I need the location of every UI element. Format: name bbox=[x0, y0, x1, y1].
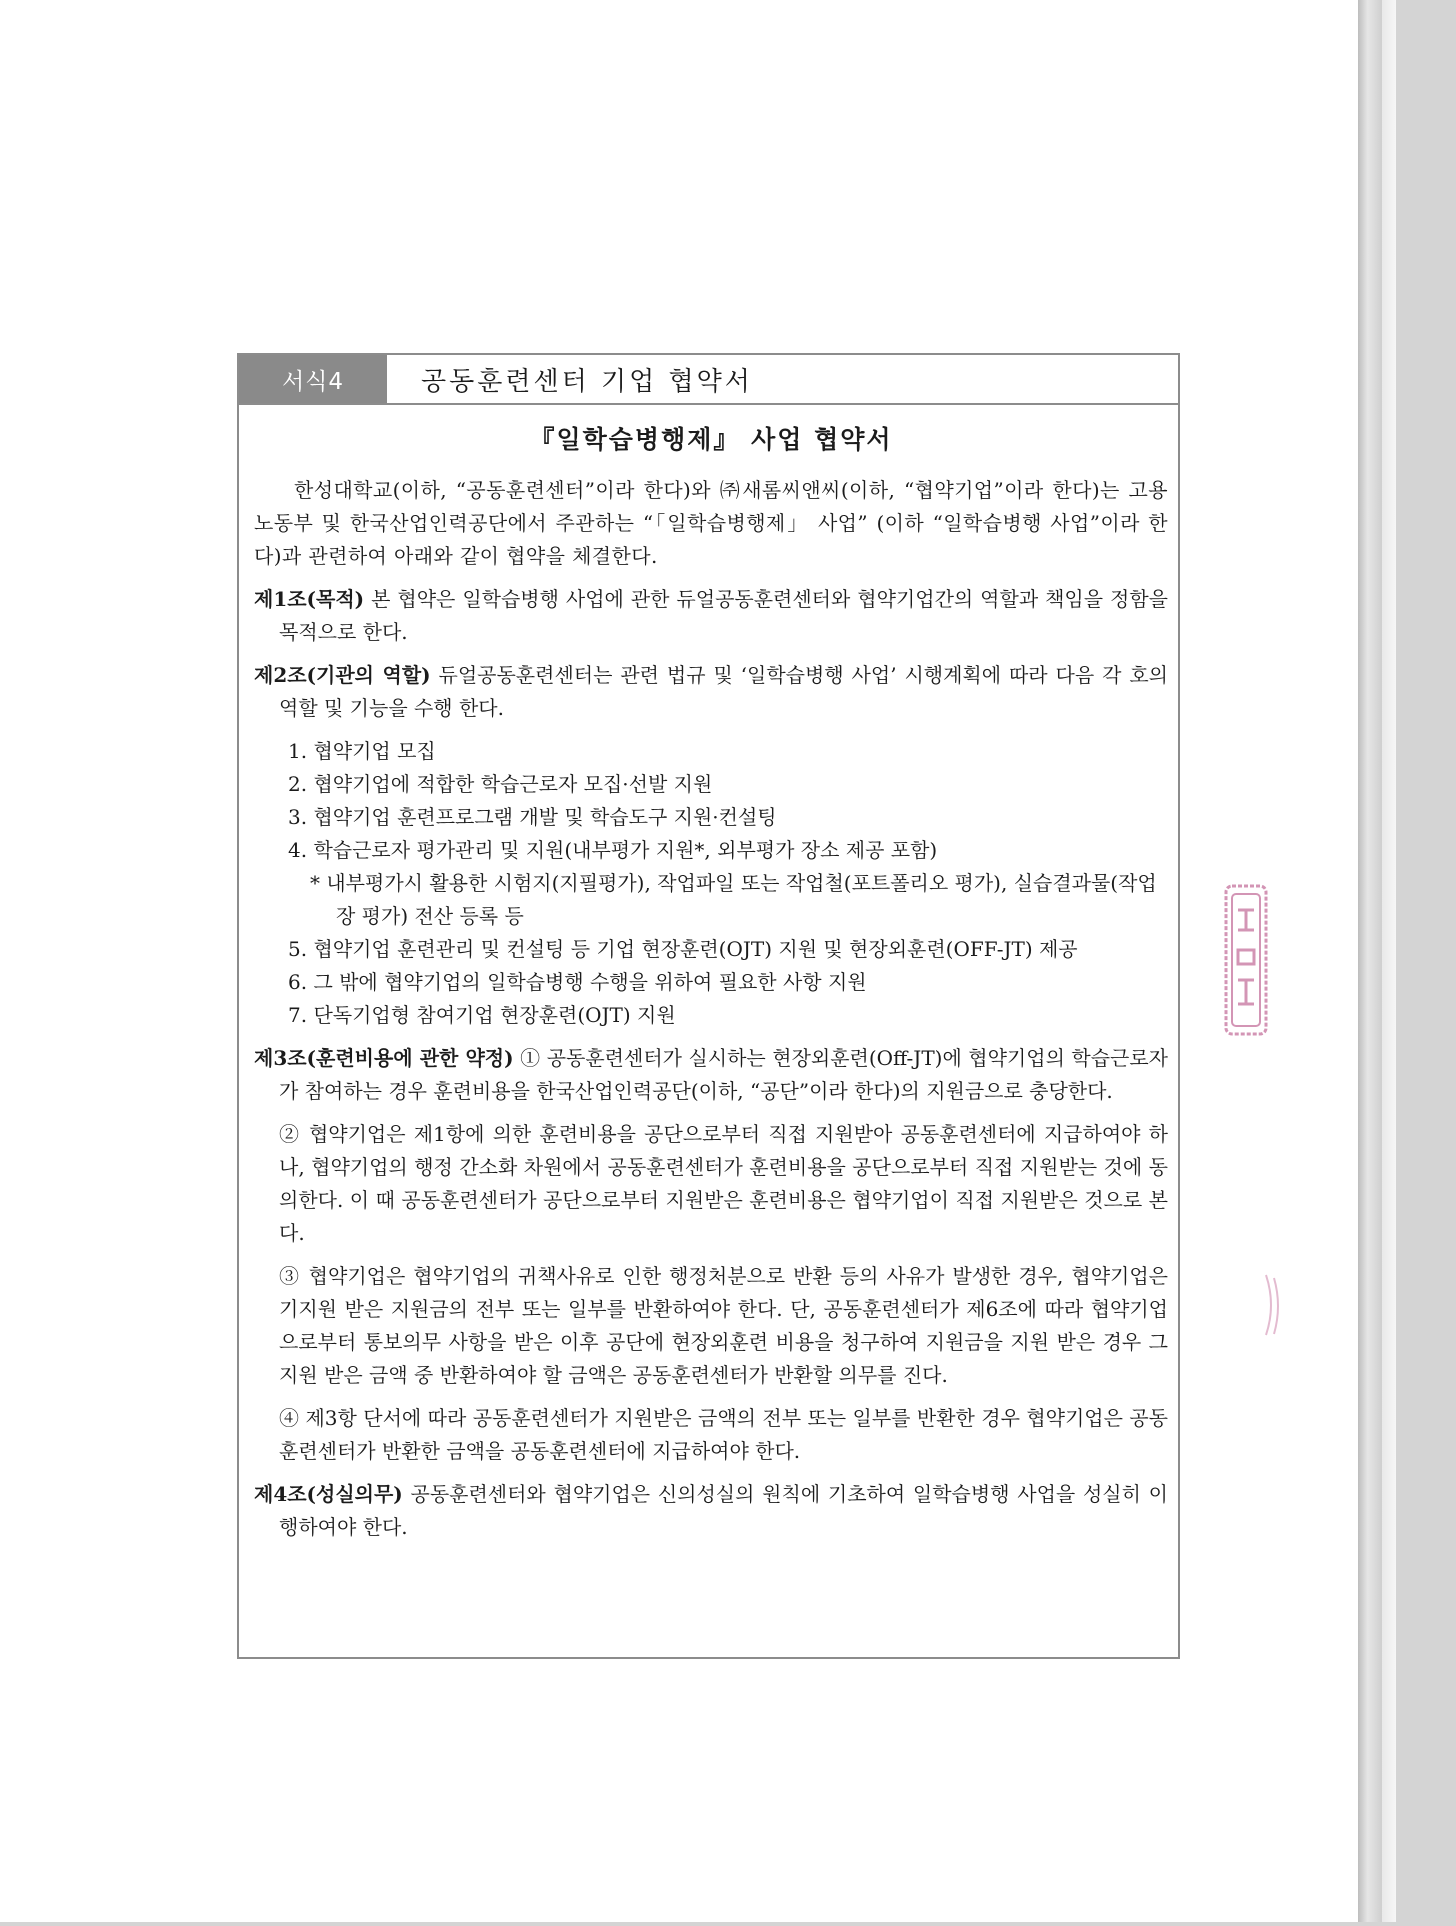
page-edge-margin bbox=[1382, 0, 1396, 1922]
article-1-heading: 제1조(목적) bbox=[254, 587, 365, 611]
list-item: 3. 협약기업 훈련프로그램 개발 및 학습도구 지원·컨설팅 bbox=[288, 805, 777, 829]
article-4-heading: 제4조(성실의무) bbox=[254, 1482, 403, 1506]
footnote-item: * 내부평가시 활용한 시험지(지필평가), 작업파일 또는 작업철(포트폴리오 평가), 실습결과물(작업장 평가) 전산 등록 등 bbox=[310, 871, 1157, 928]
article-2-items bbox=[254, 735, 1168, 1032]
list-item: 5. 협약기업 훈련관리 및 컨설팅 등 기업 현장훈련(OJT) 지원 및 현장외훈련(OFF-JT) 제공 bbox=[288, 937, 1078, 961]
page-edge-shadow bbox=[1358, 0, 1383, 1922]
article-3-heading: 제3조(훈련비용에 관한 약정) bbox=[254, 1046, 514, 1070]
article-2-heading: 제2조(기관의 역할) bbox=[254, 663, 431, 687]
article-2 bbox=[254, 659, 1168, 725]
seal-stamp-icon bbox=[1218, 880, 1272, 1040]
list-item: 6. 그 밖에 협약기업의 일학습병행 수행을 위하여 필요한 사항 지원 bbox=[288, 970, 867, 994]
form-content bbox=[239, 423, 1178, 1544]
form-number-label: 서식4 bbox=[239, 355, 387, 403]
article-1 bbox=[254, 583, 1168, 649]
list-item: 7. 단독기업형 참여기업 현장훈련(OJT) 지원 bbox=[288, 1003, 676, 1027]
form-title: 공동훈련센터 기업 협약서 bbox=[421, 366, 753, 397]
list-item: 2. 협약기업에 적합한 학습근로자 모집·선발 지원 bbox=[288, 772, 713, 796]
article-4-text: 공동훈련센터와 협약기업은 신의성실의 원칙에 기초하여 일학습병행 사업을 성실히 이행하여야 한다. bbox=[279, 1482, 1168, 1539]
document-title: 『일학습병행제』 사업 협약서 bbox=[529, 425, 893, 454]
article-3-paragraph-3: ③ 협약기업은 협약기업의 귀책사유로 인한 행정처분으로 반환 등의 사유가 발생한 경우, 협약기업은 기지원 받은 지원금의 전부 또는 일부를 반환하여야 한다. 단, 공동훈련센터가 제6조에 따라 협약기업으로부터 통보의무 사항을 받은 이후 공단에 현장외훈련 비용을 청구하여 지원금을 지원 받은 경우 그 지원 받은 금액 중 반환하여야 할 금액은 공동훈련센터가 반환할 의무를 진다. bbox=[279, 1264, 1168, 1387]
article-1-text: 본 협약은 일학습병행 사업에 관한 듀얼공동훈련센터와 협약기업간의 역할과 책임을 정함을 목적으로 한다. bbox=[279, 587, 1168, 644]
list-item: 1. 협약기업 모집 bbox=[288, 739, 436, 763]
list-item: 4. 학습근로자 평가관리 및 지원(내부평가 지원*, 외부평가 장소 제공 포함) bbox=[288, 838, 938, 862]
intro-paragraph: 한성대학교(이하, “공동훈련센터”이라 한다)와 ㈜새롬씨앤씨(이하, “협약기업”이라 한다)는 고용노동부 및 한국산업인력공단에서 주관하는 “「일학습병행제」 사업” (이하 “일학습병행 사업”이라 한다)과 관련하여 아래와 같이 협약을 체결한다. bbox=[254, 478, 1168, 568]
article-3-paragraph-2: ② 협약기업은 제1항에 의한 훈련비용을 공단으로부터 직접 지원받아 공동훈련센터에 지급하여야 하나, 협약기업의 행정 간소화 차원에서 공동훈련센터가 훈련비용을 공단으로부터 직접 지원받는 것에 동의한다. 이 때 공동훈련센터가 공단으로부터 지원받은 훈련비용은 협약기업이 직접 지원받은 것으로 본다. bbox=[279, 1122, 1168, 1245]
article-2-text: 듀얼공동훈련센터는 관련 법규 및 ‘일학습병행 사업’ 시행계획에 따라 다음 각 호의 역할 및 기능을 수행 한다. bbox=[279, 663, 1168, 720]
article-3 bbox=[254, 1042, 1168, 1108]
agreement-form bbox=[237, 353, 1180, 1659]
article-3-paragraph-4: ④ 제3항 단서에 따라 공동훈련센터가 지원받은 금액의 전부 또는 일부를 반환한 경우 협약기업은 공동훈련센터가 반환한 금액을 공동훈련센터에 지급하여야 한다. bbox=[279, 1406, 1168, 1463]
article-3-text: ① 공동훈련센터가 실시하는 현장외훈련(Off-JT)에 협약기업의 학습근로자가 참여하는 경우 훈련비용을 한국산업인력공단(이하, “공단”이라 한다)의 지원금으로 충당한다. bbox=[279, 1046, 1168, 1103]
article-4 bbox=[254, 1478, 1168, 1544]
form-header bbox=[239, 355, 1178, 405]
seal-fragment-icon bbox=[1262, 1270, 1284, 1340]
